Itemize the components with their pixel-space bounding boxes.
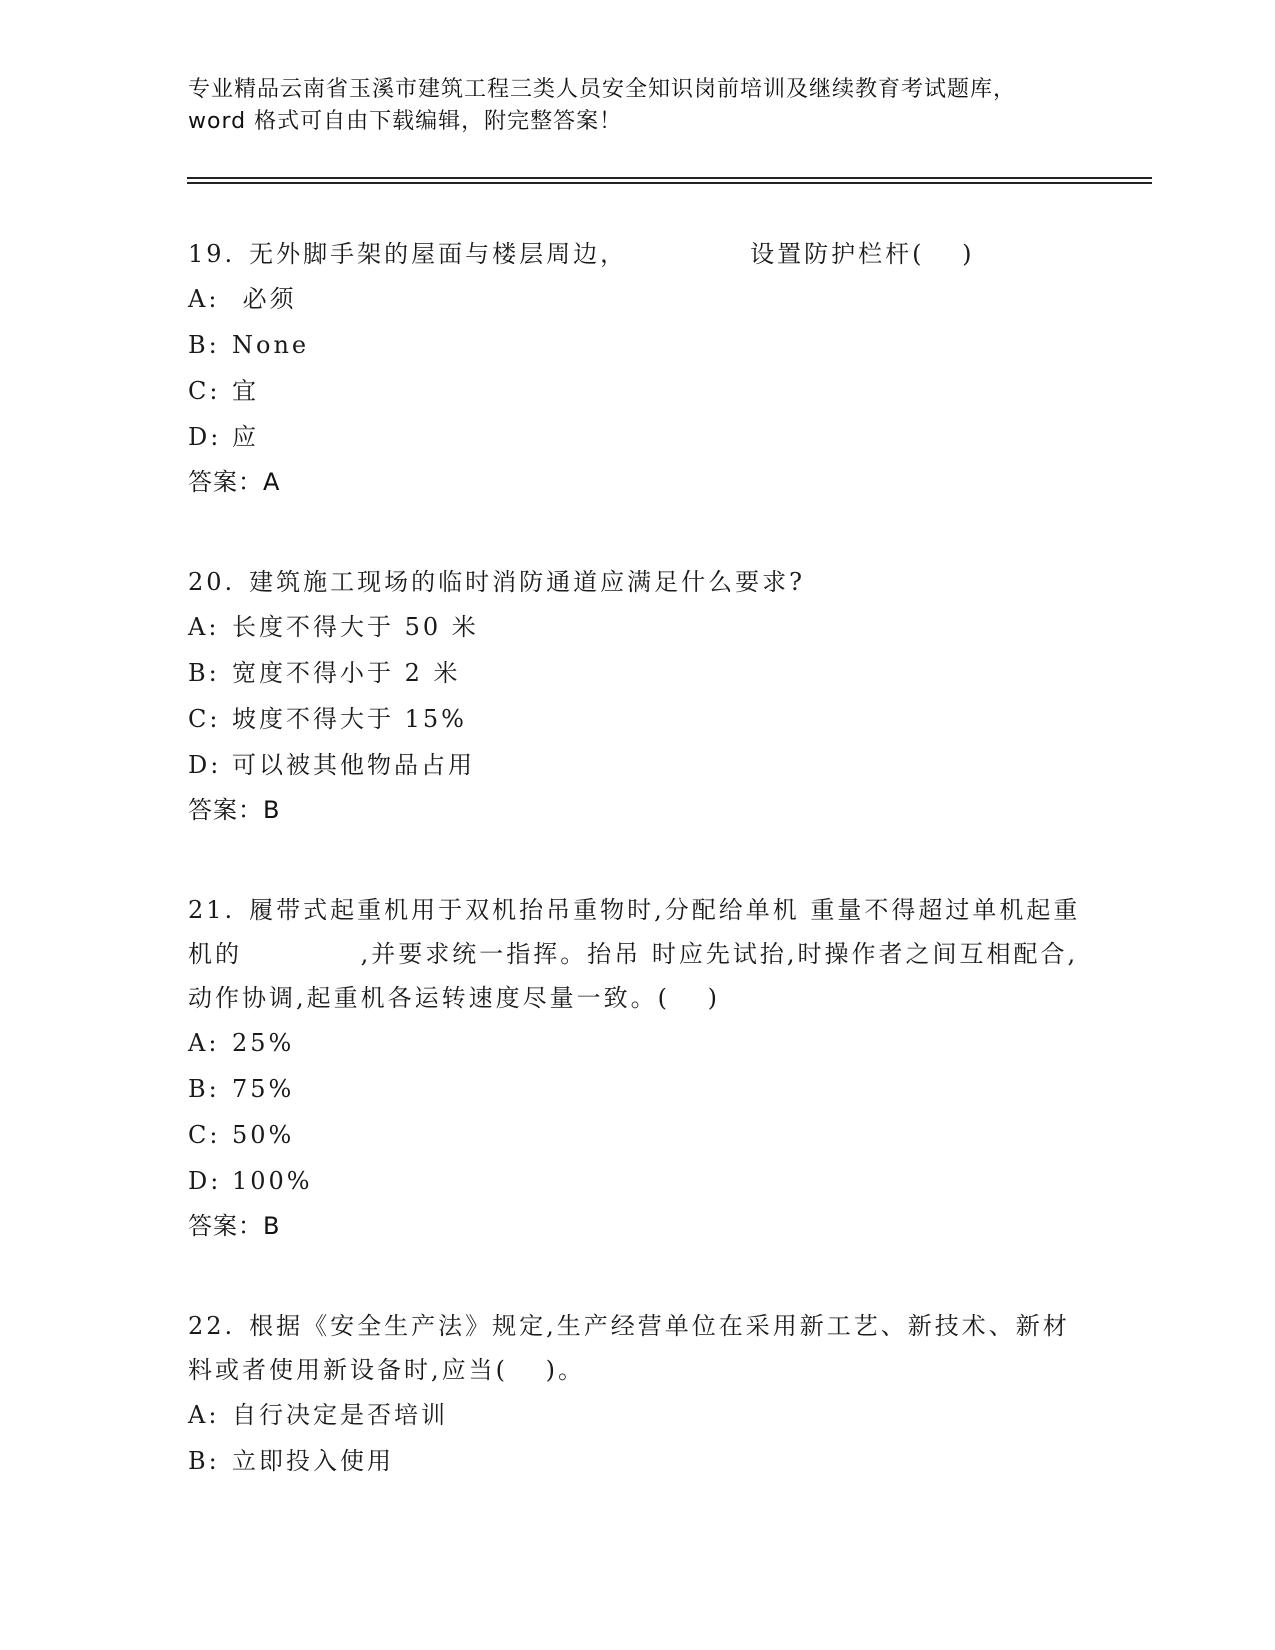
option-key: D: [188, 1167, 222, 1195]
option-text: 立即投入使用 [232, 1447, 394, 1475]
header-line-1: 专业精品云南省玉溪市建筑工程三类人员安全知识岗前培训及继续教育考试题库， [188, 77, 1017, 102]
option-a [188, 1392, 1088, 1438]
option-d [188, 742, 1088, 788]
question-21 [188, 888, 1088, 1248]
option-text: None [232, 331, 310, 359]
question-20 [188, 560, 1088, 832]
option-text: 宽度不得小于 2 米 [232, 659, 461, 687]
option-key: B: [188, 1447, 220, 1475]
option-key: A: [188, 613, 220, 641]
option-key: C: [188, 705, 221, 733]
option-key: A: [188, 1401, 220, 1429]
question-text: 建筑施工现场的临时消防通道应满足什么要求? [249, 568, 806, 596]
header-divider-bottom [187, 182, 1152, 184]
option-key: C: [188, 1121, 221, 1149]
question-list [188, 232, 1088, 1540]
answer: 答案：A [188, 468, 281, 496]
option-text: 100% [232, 1167, 313, 1195]
option-c [188, 368, 1088, 414]
option-text: 75% [232, 1075, 295, 1103]
question-stem [188, 888, 1088, 1020]
option-b [188, 1438, 1088, 1484]
option-a [188, 276, 1088, 322]
option-text: 长度不得大于 50 米 [232, 613, 479, 641]
document-header [188, 74, 1088, 138]
option-key: C: [188, 377, 221, 405]
option-key: D: [188, 751, 222, 779]
option-d [188, 1158, 1088, 1204]
option-key: D: [188, 423, 222, 451]
question-stem [188, 232, 1088, 276]
question-stem [188, 1304, 1088, 1392]
question-text: 根据《安全生产法》规定,生产经营单位在采用新工艺、新技术、新材料或者使用新设备时,应当( )。 [188, 1312, 1070, 1384]
answer: 答案：B [188, 1212, 281, 1240]
question-number: 21. [188, 896, 236, 924]
answer: 答案：B [188, 796, 281, 824]
option-key: A: [188, 285, 220, 313]
option-a [188, 604, 1088, 650]
option-key: A: [188, 1029, 220, 1057]
header-divider-top [187, 177, 1152, 179]
option-text: 可以被其他物品占用 [232, 751, 475, 779]
option-b [188, 1066, 1088, 1112]
option-key: B: [188, 331, 220, 359]
option-a [188, 1020, 1088, 1066]
option-b [188, 322, 1088, 368]
option-b [188, 650, 1088, 696]
question-text: 无外脚手架的屋面与楼层周边， 设置防护栏杆( ) [249, 240, 975, 268]
option-text: 必须 [232, 285, 297, 313]
option-text: 50% [232, 1121, 295, 1149]
question-number: 19. [188, 240, 236, 268]
question-text: 履带式起重机用于双机抬吊重物时,分配给单机 重量不得超过单机起重机的 ,并要求统一指挥。抬吊 时应先试抬,时操作者之间互相配合,动作协调,起重机各运转速度尽量一致。( ) [188, 896, 1081, 1012]
option-text: 宜 [232, 377, 259, 405]
option-text: 自行决定是否培训 [232, 1401, 448, 1429]
option-text: 应 [232, 423, 259, 451]
option-text: 坡度不得大于 15% [232, 705, 467, 733]
option-c [188, 1112, 1088, 1158]
option-text: 25% [232, 1029, 295, 1057]
question-number: 22. [188, 1312, 236, 1340]
question-22 [188, 1304, 1088, 1484]
option-d [188, 414, 1088, 460]
question-number: 20. [188, 568, 236, 596]
option-c [188, 696, 1088, 742]
option-key: B: [188, 659, 220, 687]
question-19 [188, 232, 1088, 504]
option-key: B: [188, 1075, 220, 1103]
question-stem [188, 560, 1088, 604]
header-line-2: word 格式可自由下载编辑，附完整答案！ [188, 109, 623, 134]
